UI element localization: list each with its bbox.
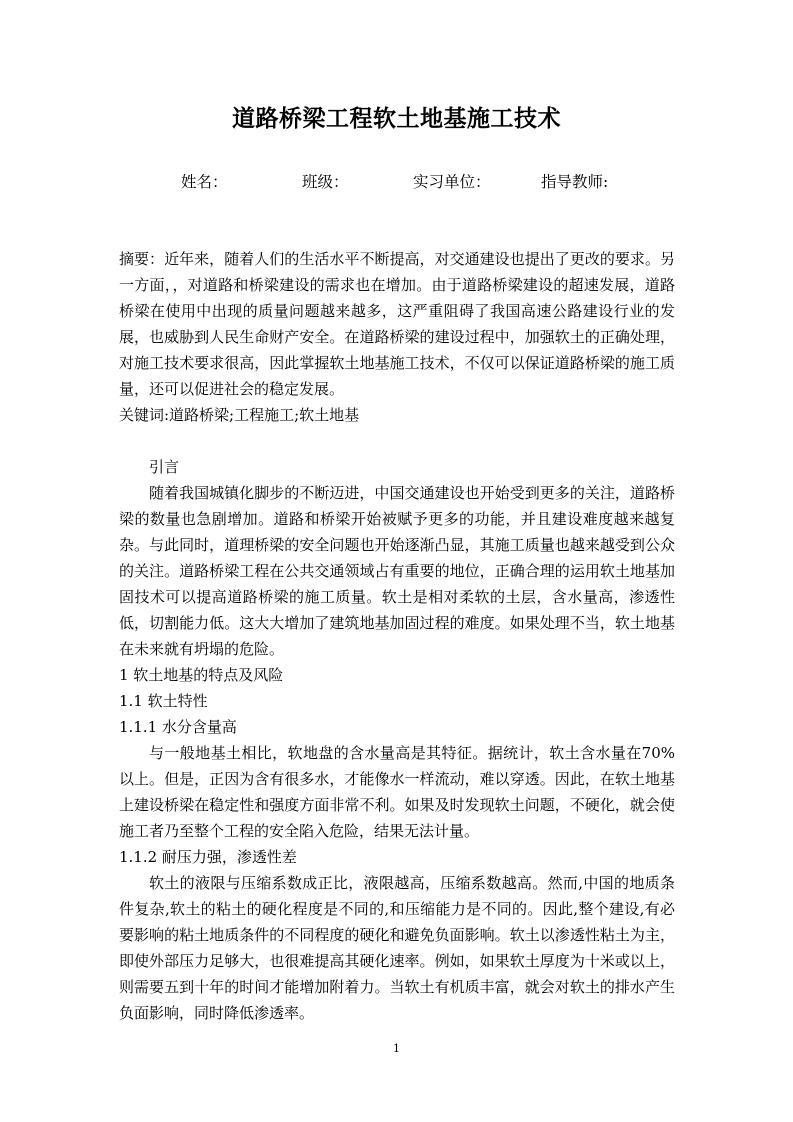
page-number: 1 bbox=[393, 1042, 400, 1055]
class-label: 班级： bbox=[302, 173, 349, 191]
section-1-1-2-heading: 1.1.2 耐压力强，渗透性差 bbox=[119, 848, 297, 866]
section-1-1-1-paragraph: 与一般地基土相比，软地盘的含水量高是其特征。据统计，软土含水量在70%以上。但是，正因为含有很多水，才能像水一样流动，难以穿透。因此，在软土地基上建设桥梁在稳定性和强度方面非常不利。如果及时发现软土问题，不硬化，就会使施工者乃至整个工程的安全陷入危险，结果无法计量。 bbox=[119, 744, 675, 840]
section-1-heading: 1 软土地基的特点及风险 bbox=[119, 666, 284, 684]
section-1-1-1-heading: 1.1.1 水分含量高 bbox=[119, 718, 237, 736]
intro-paragraph: 随着我国城镇化脚步的不断迈进，中国交通建设也开始受到更多的关注，道路桥梁的数量也急剧增加。道路和桥梁开始被赋予更多的功能，并且建设难度越来越复杂。与此同时，道理桥梁的安全问题也开始逐渐凸显，其施工质量也越来越受到公众的关注。道路桥梁工程在公共交通领域占有重要的地位，正确合理的运用软土地基加固技术可以提高道路桥梁的施工质量。软土是相对柔软的土层，含水量高，渗透性低，切割能力低。这大大增加了建筑地基加固过程的难度。如果处理不当，软土地基在未来就有坍塌的危险。 bbox=[119, 484, 675, 658]
document-title: 道路桥梁工程软土地基施工技术 bbox=[232, 105, 561, 132]
abstract-section bbox=[119, 246, 675, 428]
internship-unit-label: 实习单位： bbox=[413, 173, 491, 191]
keywords-line: 关键词:道路桥梁;工程施工;软土地基 bbox=[119, 406, 360, 424]
author-info-line bbox=[0, 170, 793, 192]
section-1-1-heading: 1.1 软土特性 bbox=[119, 692, 208, 710]
abstract-paragraph: 摘要：近年来，随着人们的生活水平不断提高，对交通建设也提出了更改的要求。另一方面，，对道路和桥梁建设的需求也在增加。由于道路桥梁建设的超速发展，道路桥梁在使用中出现的质量问题越来越多，这严重阻碍了我国高速公路建设行业的发展，也威胁到人民生命财产安全。在道路桥梁的建设过程中，加强软土的正确处理，对施工技术要求很高，因此掌握软土地基施工技术，不仅可以保证道路桥梁的施工质量，还可以促进社会的稳定发展。 bbox=[119, 250, 675, 398]
advisor-label: 指导教师: bbox=[541, 173, 609, 191]
name-label: 姓名： bbox=[181, 173, 228, 191]
section-1-1-2-paragraph: 软土的液限与压缩系数成正比，液限越高，压缩系数越高。然而,中国的地质条件复杂,软土的粘土的硬化程度是不同的,和压缩能力是不同的。因此,整个建设,有必要影响的粘土地质条件的不同程度的硬化和避免负面影响。软土以渗透性粘土为主，即使外部压力足够大，也很难提高其硬化速率。例如，如果软土厚度为十米或以上，则需要五到十年的时间才能增加附着力。当软土有机质丰富，就会对软土的排水产生负面影响，同时降低渗透率。 bbox=[119, 874, 675, 1022]
intro-heading: 引言 bbox=[149, 458, 180, 476]
main-body bbox=[119, 454, 675, 1026]
